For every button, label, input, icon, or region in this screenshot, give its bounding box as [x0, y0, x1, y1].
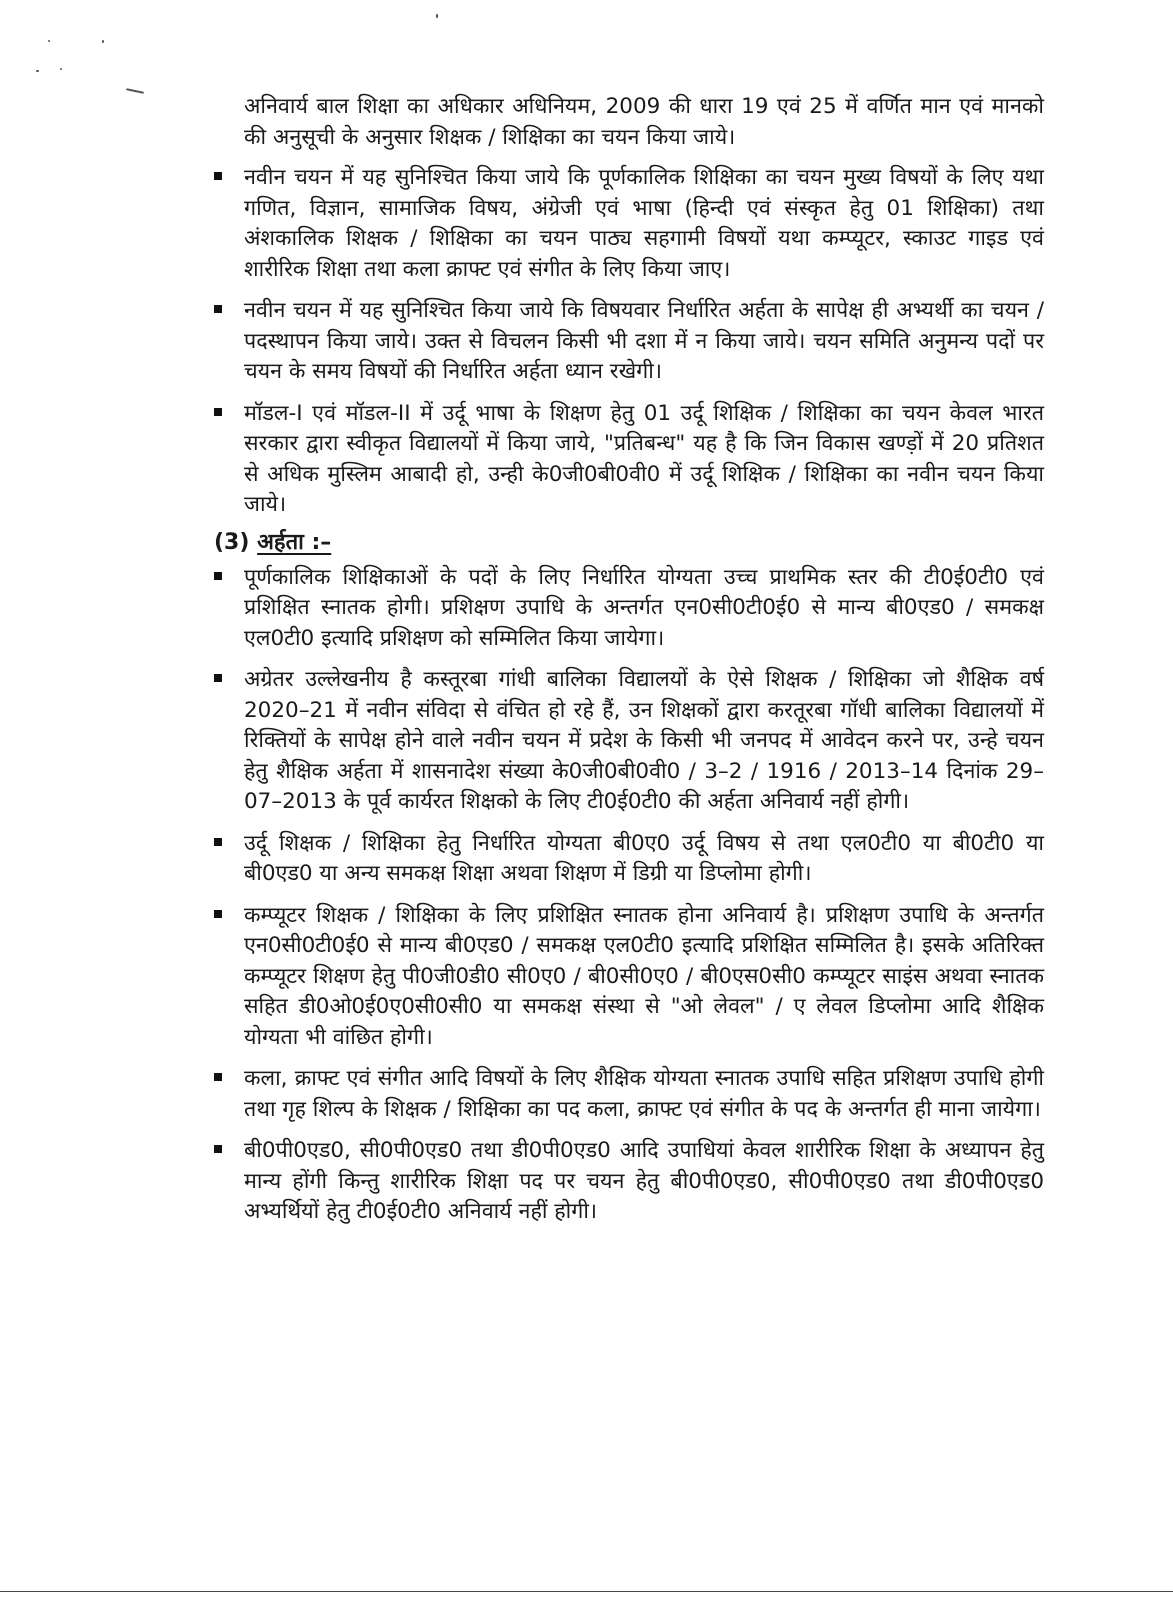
square-bullet-icon: [214, 1145, 222, 1153]
selection-point-2: [214, 296, 1044, 388]
section-heading: [214, 527, 1044, 559]
bullet-text: कम्प्यूटर शिक्षक / शिक्षिका के लिए प्रशिक्षित स्नातक होना अनिवार्य है। प्रशिक्षण उपाधि के अन्तर्गत एन0सी0टी0ई0 से मान्य बी0एड0 / समकक्ष एल0टी0 इत्यादि प्रशिक्षित सम्मिलित है। इसके अतिरिक्त कम्प्यूटर शिक्षण हेतु पी0जी0डी0 सी0ए0 / बी0सी0ए0 / बी0एस0सी0 कम्प्यूटर साइंस अथवा स्नातक सहित डी0ओ0ई0ए0सी0सी0 या समकक्ष संस्था से "ओ लेवल" / ए लेवल डिप्लोमा आदि शैक्षिक योग्यता भी वांछित होगी।: [244, 902, 1044, 1050]
square-bullet-icon: [214, 572, 222, 580]
selection-point-3: [214, 399, 1044, 521]
section-number: (3): [214, 529, 250, 555]
qualification-point-3: [214, 829, 1044, 890]
selection-point-1: [214, 163, 1044, 285]
square-bullet-icon: [214, 408, 222, 416]
scan-speck: [436, 14, 438, 18]
page-bottom-rule: [0, 1591, 1173, 1592]
bullet-text: पूर्णकालिक शिक्षिकाओं के पदों के लिए निर्धारित योग्यता उच्च प्राथमिक स्तर की टी0ई0टी0 एवं प्रशिक्षित स्नातक होगी। प्रशिक्षण उपाधि के अन्तर्गत एन0सी0टी0ई0 से मान्य बी0एड0 / समकक्ष एल0टी0 इत्यादि प्रशिक्षण को सम्मिलित किया जायेगा।: [244, 564, 1044, 651]
bullet-text: नवीन चयन में यह सुनिश्चित किया जाये कि पूर्णकालिक शिक्षिका का चयन मुख्य विषयों के लिए यथा गणित, विज्ञान, सामाजिक विषय, अंग्रेजी एवं भाषा (हिन्दी एवं संस्कृत हेतु 01 शिक्षिका) तथा अंशकालिक शिक्षक / शिक्षिका का चयन पाठ्य सहगामी विषयों यथा कम्प्यूटर, स्काउट गाइड एवं शारीरिक शिक्षा तथा कला क्राफ्ट एवं संगीत के लिए किया जाए।: [244, 165, 1044, 282]
scan-speck: [60, 68, 62, 70]
bullet-text: उर्दू शिक्षक / शिक्षिका हेतु निर्धारित योग्यता बी0ए0 उर्दू विषय से तथा एल0टी0 या बी0टी0 या बी0एड0 या अन्य समकक्ष शिक्षा अथवा शिक्षण में डिग्री या डिप्लोमा होगी।: [244, 830, 1044, 886]
square-bullet-icon: [214, 305, 222, 313]
square-bullet-icon: [214, 838, 222, 846]
square-bullet-icon: [214, 1073, 222, 1081]
qualification-point-6: [214, 1136, 1044, 1228]
scan-speck: [48, 40, 50, 42]
scan-speck: [126, 88, 144, 94]
intro-paragraph: अनिवार्य बाल शिक्षा का अधिकार अधिनियम, 2009 की धारा 19 एवं 25 में वर्णित मान एवं मानको की अनुसूची के अनुसार शिक्षक / शिक्षिका का चयन किया जाये।: [244, 94, 1044, 150]
bullet-text: अग्रेतर उल्लेखनीय है कस्तूरबा गांधी बालिका विद्यालयों के ऐसे शिक्षक / शिक्षिका जो शैक्षिक वर्ष 2020–21 में नवीन संविदा से वंचित हो रहे हैं, उन शिक्षकों द्वारा करतूरबा गॉधी बालिका विद्यालयों में रिक्तियों के सापेक्ष होने वाले नवीन चयन में प्रदेश के किसी भी जनपद में आवेदन करने पर, उन्हे चयन हेतु शैक्षिक अर्हता में शासनादेश संख्या के0जी0बी0वी0 / 3–2 / 1916 / 2013–14 दिनांक 29–07–2013 के पूर्व कार्यरत शिक्षको के लिए टी0ई0टी0 की अर्हता अनिवार्य नहीं होगी।: [244, 667, 1044, 814]
square-bullet-icon: [214, 674, 222, 682]
bullet-text: कला, क्राफ्ट एवं संगीत आदि विषयों के लिए शैक्षिक योग्यता स्नातक उपाधि सहित प्रशिक्षण उपाधि होगी तथा गृह शिल्प के शिक्षक / शिक्षिका का पद कला, क्राफ्ट एवं संगीत के पद के अन्तर्गत ही माना जायेगा।: [244, 1066, 1044, 1122]
document-body: [214, 92, 1044, 1239]
scan-speck: [102, 40, 104, 43]
bullet-text: मॉडल-I एवं मॉडल-II में उर्दू भाषा के शिक्षण हेतु 01 उर्दू शिक्षिक / शिक्षिका का चयन केवल भारत सरकार द्वारा स्वीकृत विद्यालयों में किया जाये, "प्रतिबन्ध" यह है कि जिन विकास खण्ड़ों में 20 प्रतिशत से अधिक मुस्लिम आबादी हो, उन्ही के0जी0बी0वी0 में उर्दू शिक्षिक / शिक्षिका का नवीन चयन किया जाये।: [244, 400, 1044, 517]
qualification-point-4: [214, 901, 1044, 1054]
bullet-text: बी0पी0एड0, सी0पी0एड0 तथा डी0पी0एड0 आदि उपाधियां केवल शारीरिक शिक्षा के अध्यापन हेतु मान्य होंगी किन्तु शारीरिक शिक्षा पद पर चयन हेतु बी0पी0एड0, सी0पी0एड0 तथा डी0पी0एड0 अभ्यर्थियों हेतु टी0ई0टी0 अनिवार्य नहीं होगी।: [244, 1138, 1044, 1224]
section-title: अर्हता :–: [257, 529, 332, 555]
qualification-point-5: [214, 1064, 1044, 1125]
qualification-point-2: [214, 665, 1044, 818]
square-bullet-icon: [214, 910, 222, 918]
scan-speck: [36, 70, 39, 72]
bullet-text: नवीन चयन में यह सुनिश्चित किया जाये कि विषयवार निर्धारित अर्हता के सापेक्ष ही अभ्यर्थी का चयन / पदस्थापन किया जाये। उक्त से विचलन किसी भी दशा में न किया जाये। चयन समिति अनुमन्य पदों पर चयन के समय विषयों की निर्धारित अर्हता ध्यान रखेगी।: [244, 298, 1044, 384]
qualification-point-1: [214, 563, 1044, 655]
square-bullet-icon: [214, 172, 222, 180]
